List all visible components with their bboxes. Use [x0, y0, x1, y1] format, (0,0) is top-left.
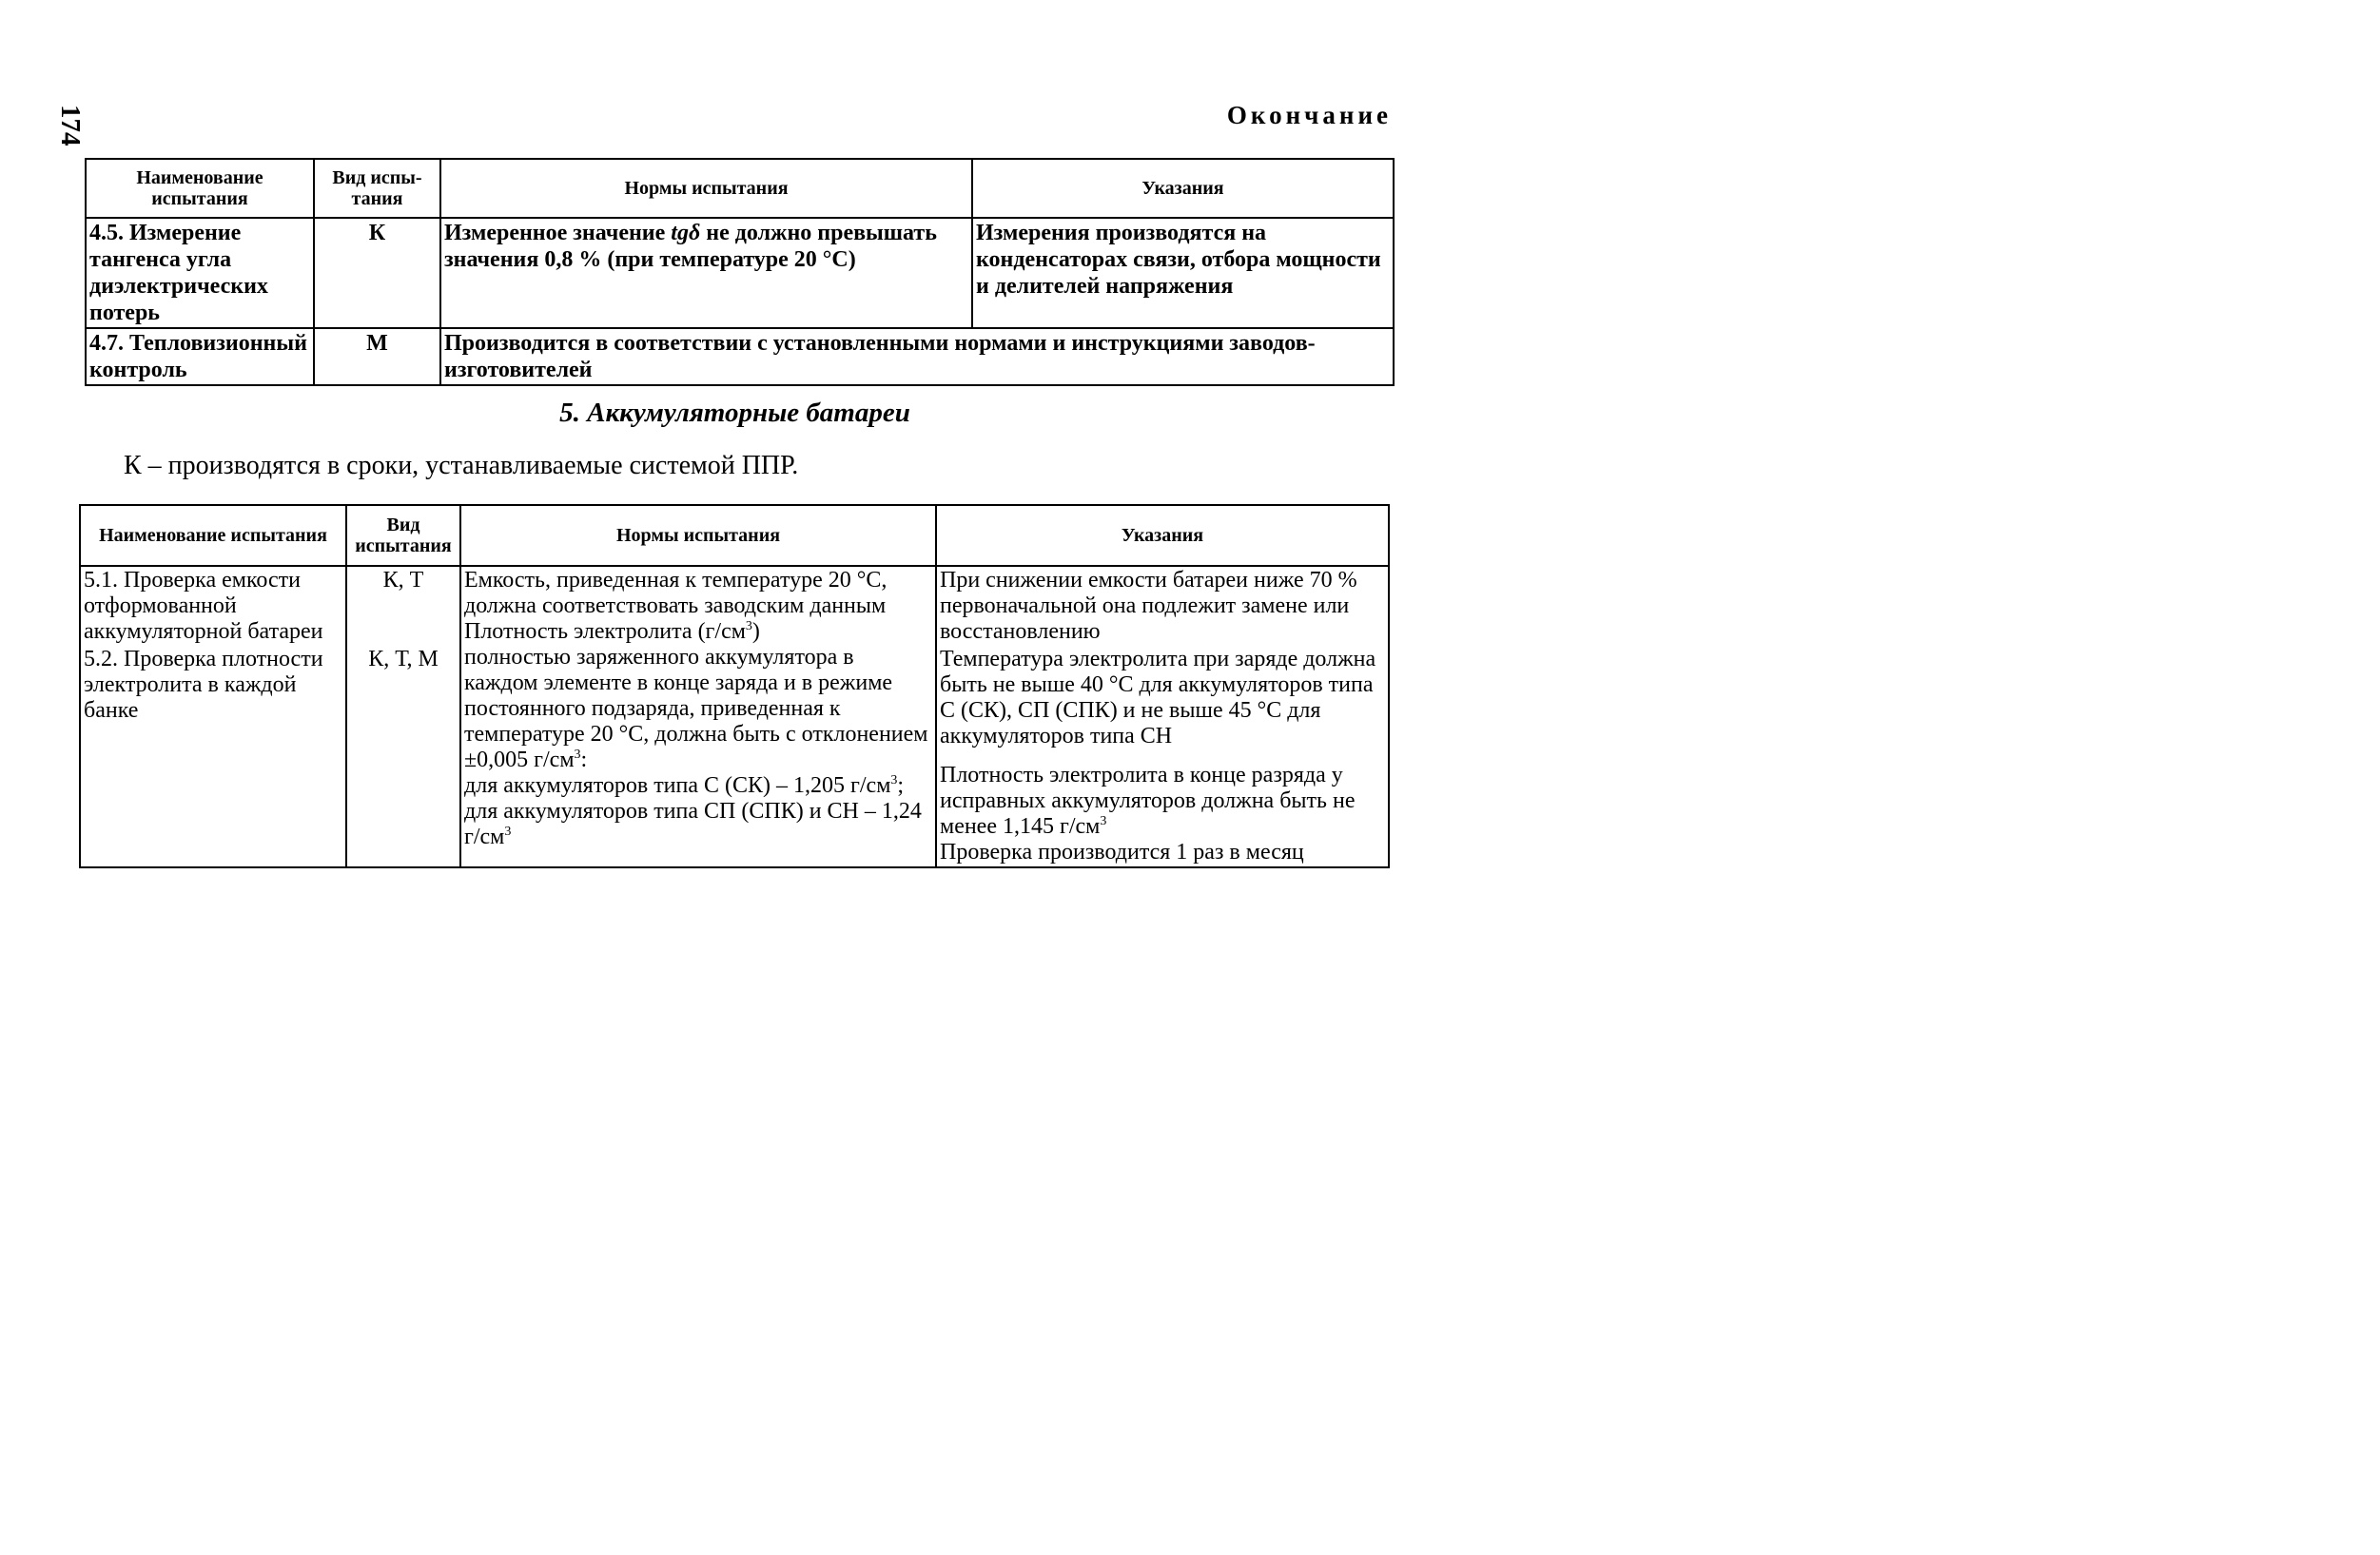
page-number: 174 [55, 105, 86, 146]
superscript: 3 [1100, 814, 1107, 828]
test-name-cell: 4.5. Измерение тангенса угла диэлектрических потерь [86, 218, 314, 328]
superscript: 3 [504, 825, 512, 839]
test-type-cell: К, Т [346, 566, 460, 646]
table-header-row [80, 505, 1389, 566]
norm-text: Измеренное значение [444, 221, 672, 245]
section-title: 5. Аккумуляторные батареи [559, 398, 910, 428]
header-notes: Указания [936, 505, 1389, 566]
notes-cell [936, 646, 1389, 867]
continuation-label: Окончание [1226, 101, 1392, 129]
header-test-type: Вид испы-тания [314, 159, 440, 218]
notes-cell: При снижении емкости батареи ниже 70 % первоначальной она подлежит замене или восстановлению [936, 566, 1389, 646]
table-battery-tests [79, 504, 1390, 868]
test-norm-cell [460, 566, 936, 867]
test-type-cell: М [314, 328, 440, 385]
norm-text: : [580, 748, 588, 772]
test-name-cell: 5.2. Проверка плотности электролита в каждой банке [80, 646, 346, 867]
superscript: 3 [745, 619, 752, 633]
norm-text: для аккумуляторов типа С (СК) – 1,205 г/см [464, 773, 891, 798]
table-row [86, 328, 1394, 385]
norm-density-sp [464, 799, 932, 850]
norm-text: для аккумуляторов типа СП (СПК) и СН – 1,24 г/см [464, 799, 922, 849]
spacer [940, 749, 1385, 763]
norm-text: Плотность электролита (г/см [464, 619, 746, 644]
norm-capacity: Емкость, приведенная к температуре 20 °С, должна соответствовать заводским данным [464, 568, 888, 618]
table-header-row [86, 159, 1394, 218]
header-test-name: Наименование испытания [86, 159, 314, 218]
test-name-cell: 4.7. Тепловизионный контроль [86, 328, 314, 385]
tan-delta-symbol: tgδ [671, 221, 701, 245]
superscript: 3 [574, 748, 581, 762]
header-test-name: Наименование испытания [80, 505, 346, 566]
norm-density-main [464, 645, 932, 773]
notes-density [940, 763, 1385, 840]
table-row [80, 566, 1389, 646]
table-row [86, 218, 1394, 328]
test-type-cell: К [314, 218, 440, 328]
norm-text: ) [751, 619, 760, 644]
norm-text: ; [897, 773, 905, 798]
notes-cell: Измерения производятся на конденсаторах связи, отбора мощности и делителей напряжения [972, 218, 1394, 328]
notes-temperature: Температура электролита при заряде должна быть не выше 40 °С для аккумуляторов типа С (СК), СП (СПК) и не выше 45 °С для аккумуляторов типа СН [940, 647, 1376, 748]
test-name-cell: 5.1. Проверка емкости отформованной аккумуляторной батареи [80, 566, 346, 646]
norm-text: не должно превышать значения 0,8 % (при температуре 20 °С) [444, 221, 937, 272]
notes-check-frequency: Проверка производится 1 раз в месяц [940, 840, 1304, 865]
test-norm-cell [440, 218, 972, 328]
test-type-cell: К, Т, М [346, 646, 460, 867]
norm-density-intro [464, 619, 932, 645]
norm-text: полностью заряженного аккумулятора в каждом элементе в конце заряда и в режиме постоянного подзаряда, приведенная к температуре 20 °С, должна быть с отклонением ±0,005 г/см [464, 645, 928, 772]
header-test-type: Вид испытания [346, 505, 460, 566]
header-test-norms: Нормы испытания [460, 505, 936, 566]
notes-text: Плотность электролита в конце разряда у исправных аккумуляторов должна быть не менее 1,145 г/см [940, 763, 1356, 839]
test-norm-merged-cell: Производится в соответствии с установленными нормами и инструкциями заводов-изготовителей [440, 328, 1394, 385]
norm-density-c [464, 773, 932, 799]
section-note: К – производятся в сроки, устанавливаемые системой ППР. [124, 451, 799, 480]
header-test-norms: Нормы испытания [440, 159, 972, 218]
table-insulation-tests [85, 158, 1395, 386]
superscript: 3 [890, 773, 898, 787]
header-notes: Указания [972, 159, 1394, 218]
